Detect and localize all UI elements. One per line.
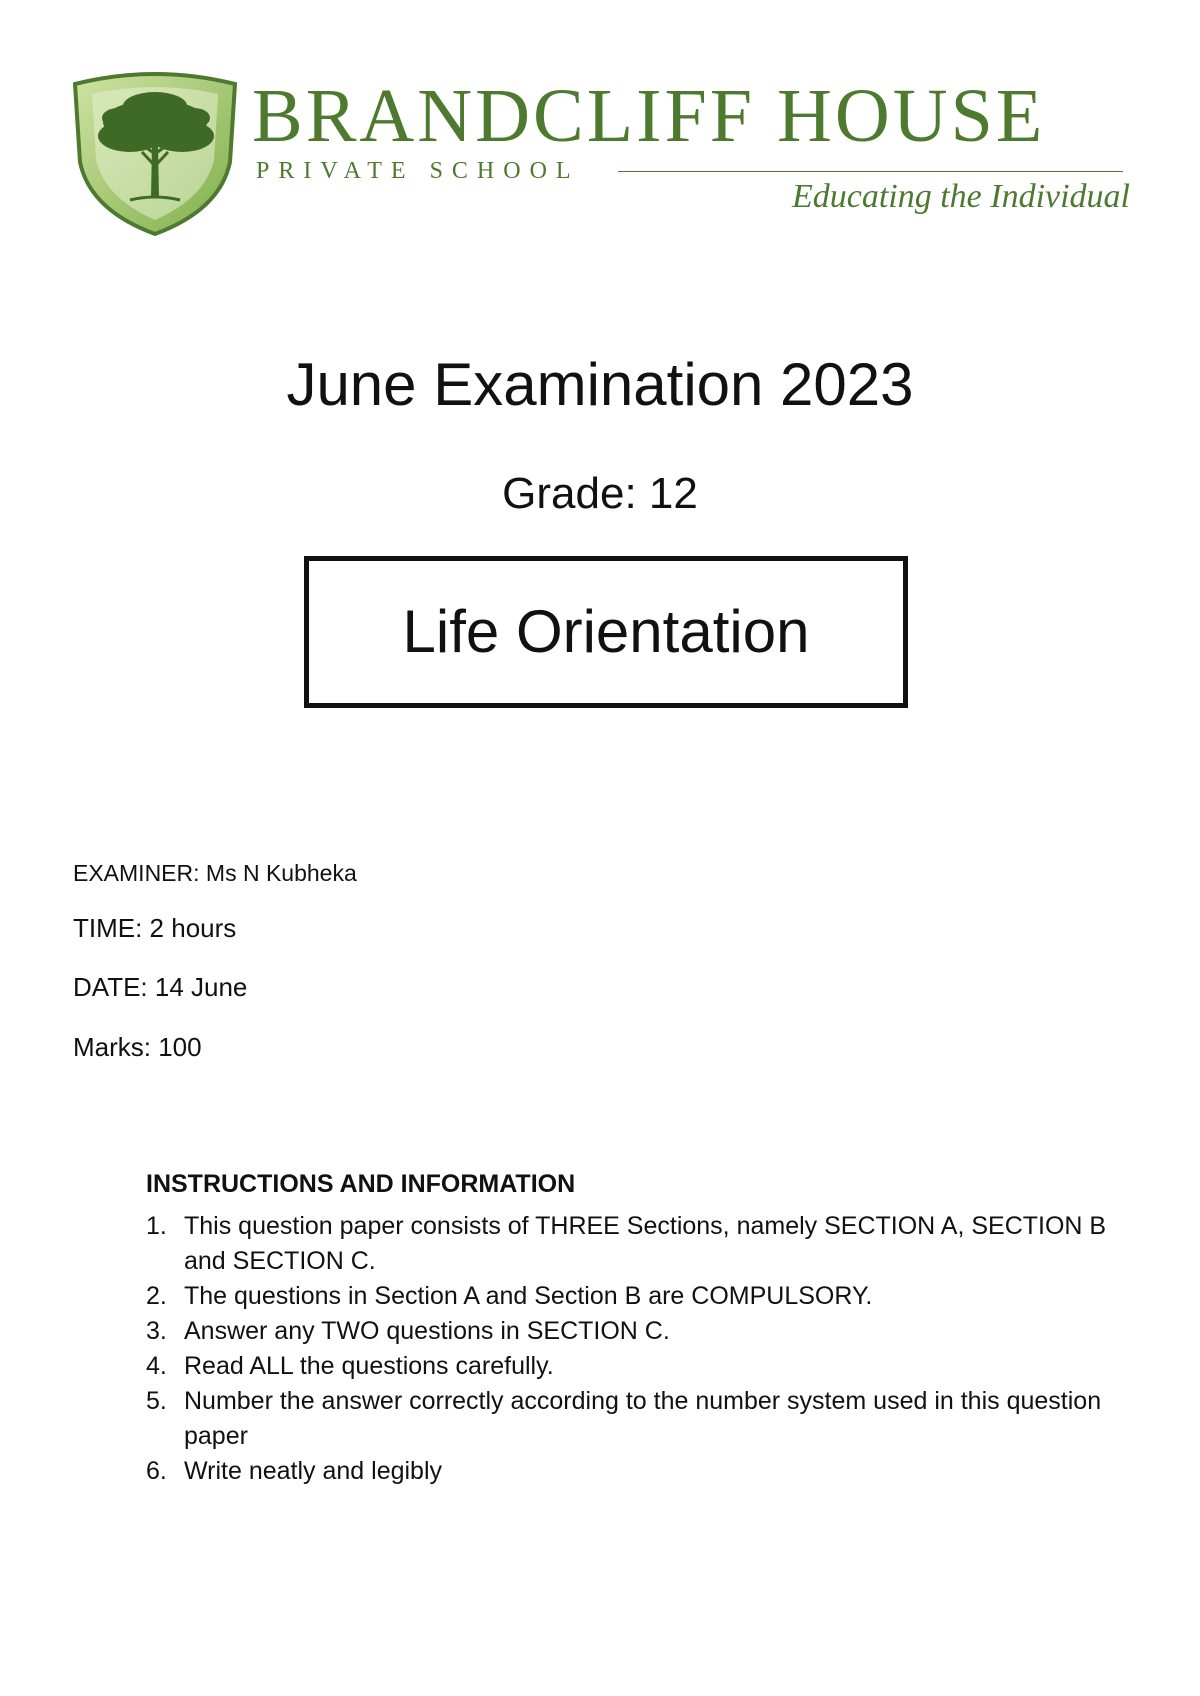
list-item-number: 2.: [146, 1282, 167, 1310]
exam-title: June Examination 2023: [286, 351, 914, 418]
subject-title: Life Orientation: [402, 598, 810, 665]
time-line: TIME: 2 hours: [73, 913, 237, 943]
school-motto: Educating the Individual: [791, 178, 1130, 215]
list-item: [146, 1454, 1126, 1489]
list-item-text: Write neatly and legibly: [184, 1457, 443, 1485]
school-header: [70, 70, 1130, 240]
list-item-number: 3.: [146, 1317, 167, 1345]
instructions-list: [146, 1209, 1126, 1489]
subtitle-rule: [618, 171, 1123, 172]
list-item-text: Read ALL the questions carefully.: [184, 1352, 554, 1380]
date-line: DATE: 14 June: [73, 972, 248, 1002]
instructions-title: INSTRUCTIONS AND INFORMATION: [146, 1170, 576, 1198]
tree-shield-icon: [70, 70, 240, 238]
list-item: [146, 1349, 1126, 1384]
grade-label: Grade: 12: [502, 469, 698, 518]
subject-box: [304, 556, 908, 708]
list-item: [146, 1279, 1126, 1314]
list-item-number: 1.: [146, 1212, 167, 1240]
instructions-section: [146, 1172, 1126, 1489]
list-item-number: 4.: [146, 1352, 167, 1380]
examiner-line: EXAMINER: Ms N Kubheka: [73, 860, 357, 886]
list-item: [146, 1209, 1126, 1279]
list-item-text: This question paper consists of THREE Sections, namely SECTION A, SECTION B and SECTION C.: [184, 1212, 1107, 1275]
list-item-text: Number the answer correctly according to the number system used in this question paper: [184, 1387, 1102, 1450]
list-item: [146, 1384, 1126, 1454]
list-item-text: Answer any TWO questions in SECTION C.: [184, 1317, 670, 1345]
school-name: BRANDCLIFF HOUSE: [252, 74, 1046, 158]
list-item: [146, 1314, 1126, 1349]
list-item-text: The questions in Section A and Section B are COMPULSORY.: [184, 1282, 873, 1310]
list-item-number: 6.: [146, 1457, 167, 1485]
list-item-number: 5.: [146, 1387, 167, 1415]
marks-line: Marks: 100: [73, 1032, 202, 1062]
school-subtitle: PRIVATE SCHOOL: [256, 158, 580, 184]
